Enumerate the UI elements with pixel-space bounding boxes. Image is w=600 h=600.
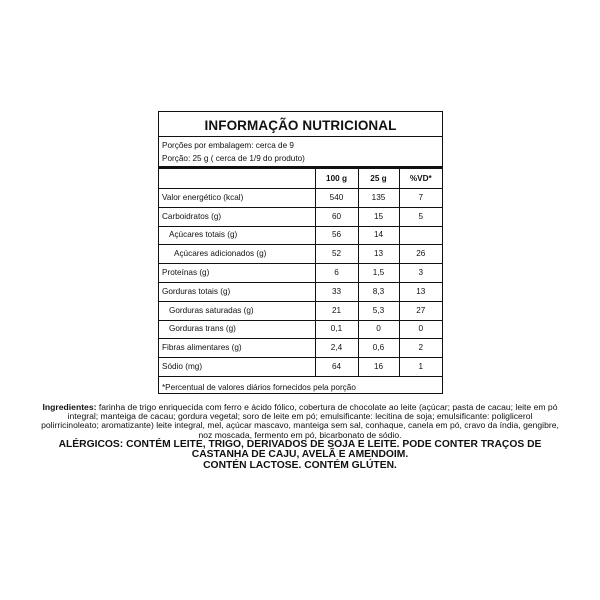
nutrient-name: Açúcares adicionados (g) [159,245,315,264]
ingredients-block [40,403,560,472]
value-25g: 5,3 [358,301,399,320]
nutrient-name: Gorduras saturadas (g) [159,301,315,320]
value-vd: 27 [399,301,442,320]
value-100g: 21 [315,301,358,320]
daily-value-footnote: *Percentual de valores diários fornecidos pela porção [162,382,356,392]
value-100g: 0,1 [315,320,358,339]
lactose-gluten-statement: CONTÉN LACTOSE. CONTÉM GLÚTEN. [203,460,397,471]
ingredients-paragraph [40,403,560,440]
value-100g: 33 [315,282,358,301]
value-25g: 8,3 [358,282,399,301]
value-vd: 3 [399,264,442,283]
value-100g: 56 [315,226,358,245]
value-25g: 135 [358,189,399,208]
table-row [159,339,442,358]
nutrient-name: Açúcares totais (g) [159,226,315,245]
table-row [159,189,442,208]
nutrient-name: Gorduras trans (g) [159,320,315,339]
column-header-25g: 25 g [358,169,399,189]
table-header-row [159,169,442,189]
nutrition-table [159,169,442,377]
value-25g: 16 [358,358,399,377]
column-header-nutrient [159,169,315,189]
value-100g: 2,4 [315,339,358,358]
value-25g: 0 [358,320,399,339]
nutrient-name: Valor energético (kcal) [159,189,315,208]
nutrient-name: Fibras alimentares (g) [159,339,315,358]
table-row [159,207,442,226]
table-row [159,282,442,301]
value-100g: 60 [315,207,358,226]
nutrient-name: Proteínas (g) [159,264,315,283]
value-25g: 0,6 [358,339,399,358]
value-vd: 5 [399,207,442,226]
value-100g: 64 [315,358,358,377]
value-25g: 13 [358,245,399,264]
value-100g: 6 [315,264,358,283]
servings-per-package: Porções por embalagem: cerca de 9 [162,141,294,150]
value-100g: 540 [315,189,358,208]
value-100g: 52 [315,245,358,264]
table-row [159,264,442,283]
nutrition-title: INFORMAÇÃO NUTRICIONAL [159,112,442,137]
portion-size: Porção: 25 g ( cerca de 1/9 do produto) [159,152,442,169]
value-vd: 1 [399,358,442,377]
allergens-statement: ALÉRGICOS: CONTÉM LEITE, TRIGO, DERIVADOS DE SOJA E LEITE. PODE CONTER TRAÇOS DE CASTANHA DE CAJU, AVELÃ E AMENDOIM. [58,438,542,461]
table-row [159,320,442,339]
value-vd: 26 [399,245,442,264]
ingredients-text: farinha de trigo enriquecida com ferro e ácido fólico, cobertura de chocolate ao leite (açúcar; pasta de cacau; leite em pó integral; manteiga de cacau; gordura vegetal; soro de leite em pó; emulsificante: lecitina de soja; emulsificante: poliglicerol polirricinoleato; aromatizante) leite integral, mel, açúcar mascavo, manteiga sem sal, conhaque, canela em pó, cravo da índia, gengibre, noz moscada, fermento em pó, bicarbonato de sódio. [41,402,559,440]
value-25g: 14 [358,226,399,245]
table-row [159,301,442,320]
value-vd: 13 [399,282,442,301]
table-row [159,358,442,377]
value-vd [399,226,442,245]
column-header-100g: 100 g [315,169,358,189]
value-25g: 1,5 [358,264,399,283]
nutrition-facts-panel [158,111,443,394]
value-vd: 2 [399,339,442,358]
nutrient-name: Gorduras totais (g) [159,282,315,301]
table-row [159,226,442,245]
ingredients-heading: Ingredientes: [42,402,97,412]
value-vd: 7 [399,189,442,208]
table-row [159,245,442,264]
value-vd: 0 [399,320,442,339]
value-25g: 15 [358,207,399,226]
nutrient-name: Carboidratos (g) [159,207,315,226]
column-header-vd: %VD* [399,169,442,189]
nutrient-name: Sódio (mg) [159,358,315,377]
